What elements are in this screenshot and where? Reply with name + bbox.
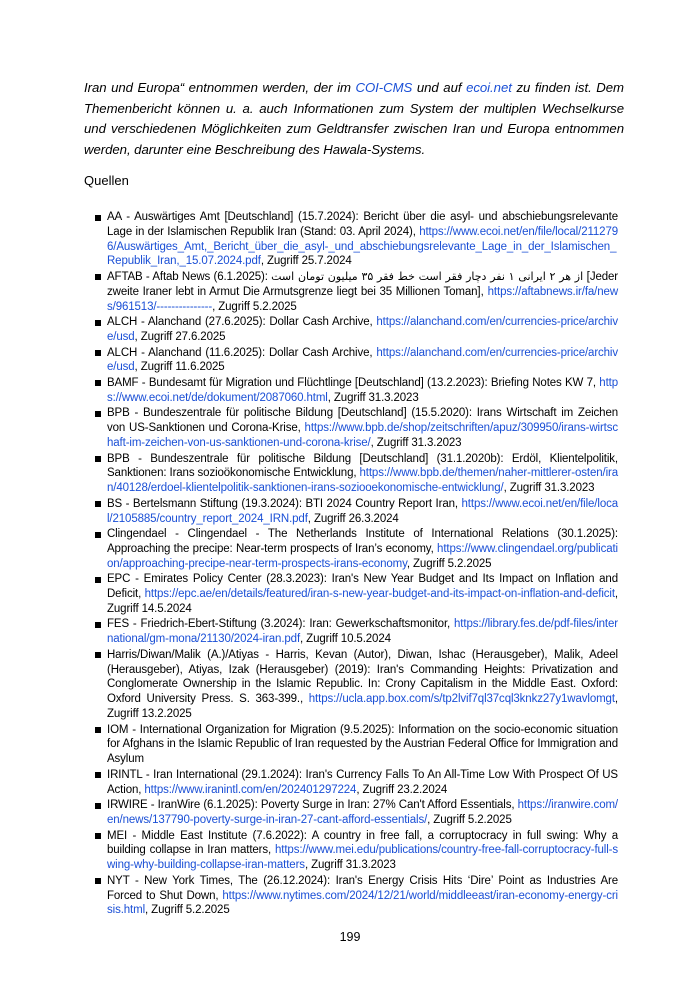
reference-item — [94, 527, 618, 571]
reference-access-date: , Zugriff 31.3.2023 — [370, 436, 462, 449]
reference-link[interactable]: https://www.clingendael.org/publication/approaching-precipe-near-term-prospects-irans-economy — [107, 542, 618, 570]
reference-text: AA - Auswärtiges Amt [Deutschland] (15.7.2024): Bericht über die asyl- und abschiebungsrelevante Lage in der Islamischen Republik Iran (Stand: 03. April 2024), — [107, 211, 618, 238]
reference-item — [94, 270, 618, 314]
reference-item — [94, 406, 618, 450]
reference-item — [94, 452, 618, 496]
reference-access-date: , Zugriff 25.7.2024 — [260, 255, 352, 268]
reference-text: MEI - Middle East Institute (7.6.2022): A country in free fall, a corruptocracy in full swing: Why a building collapse in Iran matters, — [107, 829, 618, 857]
intro-text-1: Iran und Europa“ entnommen werden, der im — [84, 80, 356, 95]
coi-cms-link[interactable]: COI-CMS — [355, 80, 413, 95]
reference-translation: [Jeder zweite Iraner lebt in Armut Die Armutsgrenze liegt bei 35 Millionen Toman], — [107, 270, 618, 298]
reference-link[interactable]: https://ucla.app.box.com/s/tp2lvif7ql37cql3knkz27y1wavlomgt — [308, 693, 615, 706]
reference-link[interactable]: https://www.ecoi.net/en/file/local/2112796/Auswärtiges_Amt,_Bericht_über_die_asyl-_und_abschiebungsrelevante_Lage_in_der_Islamischen_Republik_Iran,_15.07.2024.pdf — [107, 225, 618, 268]
reference-text: IOM - International Organization for Migration (9.5.2025): Information on the socio-economic situation for Afghans in the Islamic Republic of Iran requested by the Austrian Federal Office for Immigration and Asylum — [107, 723, 618, 766]
reference-item — [94, 829, 618, 873]
reference-item — [94, 376, 618, 406]
intro-text-2: und auf — [412, 80, 467, 95]
reference-access-date: , Zugriff 31.3.2023 — [503, 482, 595, 495]
reference-text: BPB - Bundeszentrale für politische Bildung [Deutschland] (15.5.2020): Irans Wirtschaft im Zeichen von US-Sanktionen und Corona-Krise, — [107, 407, 618, 435]
reference-text: Clingendael - Clingendael - The Netherlands Institute of International Relations (30.1.2025): Approaching the precipe: Near-term prospects of Iran’s economy, — [107, 528, 618, 555]
reference-access-date: , Zugriff 26.3.2024 — [307, 512, 399, 525]
reference-link[interactable]: https://library.fes.de/pdf-files/international/gm-mona/21130/2024-iran.pdf — [107, 618, 618, 646]
reference-text: BAMF - Bundesamt für Migration und Flüchtlinge [Deutschland] (13.2.2023): Briefing Notes KW 7, — [107, 376, 600, 389]
reference-text: NYT - New York Times, The (26.12.2024): Iran's Energy Crisis Hits ‘Dire’ Point as Industries Are Forced to Shut Down, — [107, 874, 618, 902]
reference-access-date: , Zugriff 5.2.2025 — [145, 904, 230, 917]
reference-item — [94, 648, 618, 722]
reference-item — [94, 768, 618, 798]
reference-text: EPC - Emirates Policy Center (28.3.2023): Iran's New Year Budget and Its Impact on Inflation and Deficit, — [107, 573, 618, 601]
reference-list — [94, 210, 618, 919]
page-number: 199 — [339, 930, 361, 944]
reference-access-date: , Zugriff 5.2.2025 — [406, 557, 492, 570]
intro-paragraph — [84, 78, 624, 160]
reference-item — [94, 315, 618, 345]
reference-access-date: , Zugriff 10.5.2024 — [300, 633, 391, 646]
reference-access-date: , Zugriff 27.6.2025 — [134, 330, 226, 343]
reference-item — [94, 572, 618, 616]
reference-text: ALCH - Alanchand (27.6.2025): Dollar Cash Archive, — [107, 316, 377, 329]
reference-access-date: , Zugriff 23.2.2024 — [356, 783, 448, 796]
reference-text: BPB - Bundeszentrale für politische Bildung [Deutschland] (31.1.2020b): Erdöl, Klientelpolitik, Sanktionen: Irans sozioökonomische Entwicklung, — [107, 452, 618, 480]
reference-link[interactable]: https://www.mei.edu/publications/country-free-fall-corruptocracy-full-swing-why-building-collapse-iran-matters — [107, 844, 618, 872]
reference-access-date: , Zugriff 5.2.2025 — [212, 300, 297, 313]
reference-item — [94, 210, 618, 269]
reference-text: ALCH - Alanchand (11.6.2025): Dollar Cash Archive, — [107, 346, 377, 359]
reference-link[interactable]: https://www.iranintl.com/en/202401297224 — [144, 783, 357, 796]
sources-heading: Quellen — [84, 173, 129, 188]
reference-access-date: , Zugriff 11.6.2025 — [134, 361, 225, 374]
reference-link[interactable]: https://www.ecoi.net/en/file/local/2105885/country_report_2024_IRN.pdf — [107, 497, 618, 525]
reference-item — [94, 346, 618, 376]
reference-item — [94, 798, 618, 828]
reference-item — [94, 497, 618, 527]
reference-access-date: , Zugriff 31.3.2023 — [304, 859, 396, 872]
reference-item — [94, 723, 618, 767]
reference-text: IRWIRE - IranWire (6.1.2025): Poverty Surge in Iran: 27% Can't Afford Essentials, — [107, 799, 518, 812]
reference-link[interactable]: https://epc.ae/en/details/featured/iran-s-new-year-budget-and-its-impact-on-inflation-and-deficit — [144, 588, 615, 601]
intro-text-3: zu finden ist. Dem Themenbericht können u. a. auch Informationen zum System der multiplen Wechselkurse und verschiedenen Möglichkeiten zum Geldtransfer zwischen Iran und Europa entnommen werden, darunter eine Beschreibung des Hawala-Systems. — [84, 80, 624, 157]
reference-access-date: , Zugriff 14.5.2024 — [107, 588, 618, 615]
reference-text: Harris/Diwan/Malik (A.)/Atiyas - Harris, Kevan (Autor), Diwan, Ishac (Herausgeber), Malik, Adeel (Herausgeber), Atiyas, Izak (Herausgeber) (2019): Iran's Commanding Heights: Privatization and Conglomerate Ownership in the Islamic Republic. In: Crony Capitalism in the Middle East. Oxford: Oxford University Press. S. 363-399., — [107, 648, 618, 706]
reference-persian-title: از هر ۲ ایرانی ۱ نفر دچار فقر است خط فقر ۳۵ میلیون تومان است — [271, 269, 584, 283]
reference-item — [94, 874, 618, 918]
reference-access-date: , Zugriff 13.2.2025 — [107, 693, 618, 721]
reference-link[interactable]: https://aftabnews.ir/fa/news/961513/--------------- — [107, 285, 618, 313]
reference-link[interactable]: https://www.bpb.de/themen/naher-mittlerer-osten/iran/40128/erdoel-klientelpolitik-sanktionen-irans-soziooekonomische-entwicklung/ — [107, 467, 619, 495]
reference-link[interactable]: https://www.bpb.de/shop/zeitschriften/apuz/309950/irans-wirtschaft-im-zeichen-von-us-sanktionen-und-corona-krise/ — [107, 422, 618, 449]
reference-link[interactable]: https://alanchand.com/en/currencies-price/archive/usd — [107, 316, 618, 343]
reference-link[interactable]: https://www.nytimes.com/2024/12/21/world/middleeast/iran-economy-energy-crisis.html — [107, 889, 618, 917]
reference-text: BS - Bertelsmann Stiftung (19.3.2024): BTI 2024 Country Report Iran, — [107, 497, 462, 510]
reference-text: FES - Friedrich-Ebert-Stiftung (3.2024): Iran: Gewerkschaftsmonitor, — [107, 618, 455, 631]
reference-access-date: , Zugriff 5.2.2025 — [427, 814, 512, 827]
reference-access-date: , Zugriff 31.3.2023 — [327, 391, 419, 404]
reference-link[interactable]: https://alanchand.com/en/currencies-price/archive/usd — [107, 346, 618, 374]
reference-link[interactable]: https://www.ecoi.net/de/dokument/2087060.html — [107, 376, 618, 404]
reference-text: AFTAB - Aftab News (6.1.2025): — [107, 270, 272, 283]
reference-item — [94, 617, 618, 647]
reference-text: IRINTL - Iran International (29.1.2024): Iran's Currency Falls To An All-Time Low With Prospect Of US Action, — [107, 768, 618, 796]
ecoi-net-link[interactable]: ecoi.net — [466, 80, 512, 95]
reference-link[interactable]: https://iranwire.com/en/news/137790-poverty-surge-in-iran-27-cant-afford-essentials/ — [107, 799, 618, 827]
